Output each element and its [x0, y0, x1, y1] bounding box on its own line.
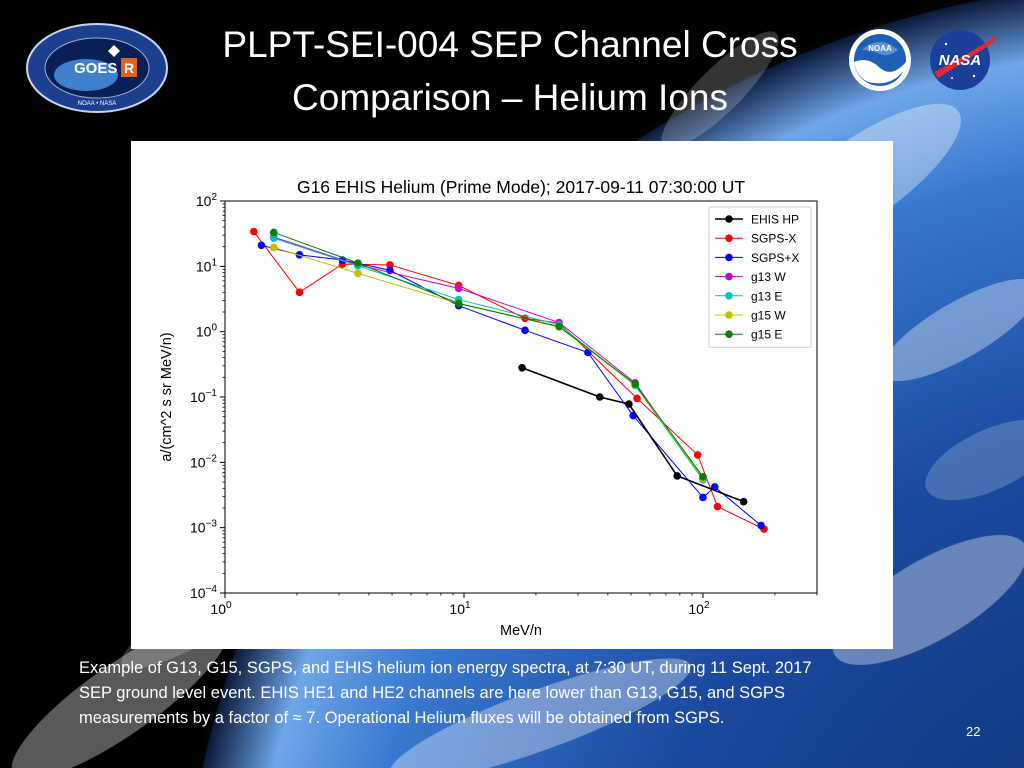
y-tick-label: $10^1$	[195, 257, 217, 275]
series-line-g15-e	[274, 232, 703, 476]
data-point-g15-w	[354, 270, 362, 278]
legend-label: SGPS+X	[751, 250, 800, 265]
y-tick-label: $10^{-4}$	[190, 584, 217, 601]
legend-label: g15 W	[751, 308, 786, 323]
data-point-g15-e	[631, 380, 639, 388]
series-line-g13-w	[274, 237, 703, 479]
series-sgps-x	[258, 241, 765, 529]
series-line-sgps-x	[261, 245, 761, 525]
goes-logo-bottom-text: NOAA • NASA	[77, 101, 117, 107]
x-axis-label: MeV/n	[500, 623, 542, 639]
slide-caption	[79, 656, 989, 731]
legend-marker	[725, 330, 733, 338]
slide-title	[180, 18, 840, 124]
page-number: 22	[966, 724, 981, 739]
x-tick-label: $10^0$	[210, 600, 232, 617]
goes-logo-r: R	[124, 60, 135, 76]
spectrum-chart	[131, 141, 893, 649]
y-axis-label: a/(cm^2 s sr MeV/n)	[159, 332, 175, 462]
y-tick-label: $10^0$	[195, 322, 217, 340]
data-point-g15-e	[354, 259, 362, 267]
legend-marker	[725, 292, 733, 300]
nasa-logo-text: NASA	[938, 52, 982, 69]
slide-title-line2: Comparison – Helium Ions	[292, 77, 728, 118]
data-point-g15-e	[699, 473, 707, 481]
legend-label: g13 E	[751, 289, 783, 304]
series-sgps-x	[250, 228, 768, 533]
goes-logo-text: GOES	[74, 60, 118, 77]
y-tick-label: $10^{-3}$	[190, 518, 217, 536]
y-tick-label: $10^{-2}$	[190, 453, 217, 471]
data-point-ehis-hp	[625, 400, 633, 408]
series-g13-w	[270, 233, 707, 483]
noaa-logo-text: NOAA	[868, 44, 892, 53]
nasa-logo	[928, 28, 998, 92]
data-point-sgps-x	[757, 522, 765, 530]
legend-marker	[725, 215, 733, 223]
legend-label: g15 E	[751, 327, 783, 342]
data-point-ehis-hp	[740, 498, 748, 506]
series-line-g15-w	[274, 247, 703, 478]
goes-r-logo	[26, 23, 168, 113]
data-point-g15-e	[270, 229, 278, 237]
legend-label: SGPS-X	[751, 231, 797, 246]
y-tick-label: $10^2$	[195, 192, 217, 209]
caption-line1: Example of G13, G15, SGPS, and EHIS helium ion energy spectra, at 7:30 UT, during 11 Sept. 2017	[79, 659, 812, 677]
legend-marker	[725, 273, 733, 281]
series-line-g13-e	[274, 238, 703, 480]
noaa-logo	[848, 28, 912, 92]
x-tick-label: $10^1$	[449, 600, 471, 617]
data-point-ehis-hp	[673, 472, 681, 480]
data-point-ehis-hp	[596, 393, 604, 401]
legend-marker	[725, 254, 733, 262]
chart-panel	[131, 141, 893, 649]
series-line-sgps-x	[254, 232, 764, 530]
legend-label: g13 W	[751, 270, 786, 285]
data-point-sgps-x	[633, 395, 641, 403]
data-point-g15-e	[555, 323, 563, 331]
data-point-sgps-x	[258, 241, 266, 249]
legend-label: EHIS HP	[751, 212, 800, 227]
legend-marker	[725, 311, 733, 319]
data-point-sgps-x	[694, 451, 702, 459]
data-point-g13-w	[455, 285, 463, 293]
caption-line2: SEP ground level event. EHIS HE1 and HE2 channels are here lower than G13, G15, and SGPS	[79, 684, 785, 702]
data-point-sgps-x	[521, 326, 529, 334]
series-g13-e	[270, 234, 707, 483]
caption-line3: measurements by a factor of ≈ 7. Operational Helium fluxes will be obtained from SGPS.	[79, 709, 725, 727]
data-point-sgps-x	[699, 494, 707, 502]
data-point-sgps-x	[296, 289, 304, 297]
x-tick-label: $10^2$	[688, 600, 710, 617]
y-tick-label: $10^{-1}$	[190, 388, 217, 405]
data-point-g15-e	[455, 300, 463, 308]
data-point-sgps-x	[250, 228, 258, 236]
legend-marker	[725, 234, 733, 242]
slide-title-line1: PLPT-SEI-004 SEP Channel Cross	[222, 24, 798, 65]
data-point-g15-w	[270, 244, 278, 252]
chart-title: G16 EHIS Helium (Prime Mode); 2017-09-11 07:30:00 UT	[296, 177, 746, 197]
data-point-sgps-x	[714, 503, 722, 511]
series-g15-w	[270, 244, 707, 482]
data-point-ehis-hp	[518, 364, 526, 372]
